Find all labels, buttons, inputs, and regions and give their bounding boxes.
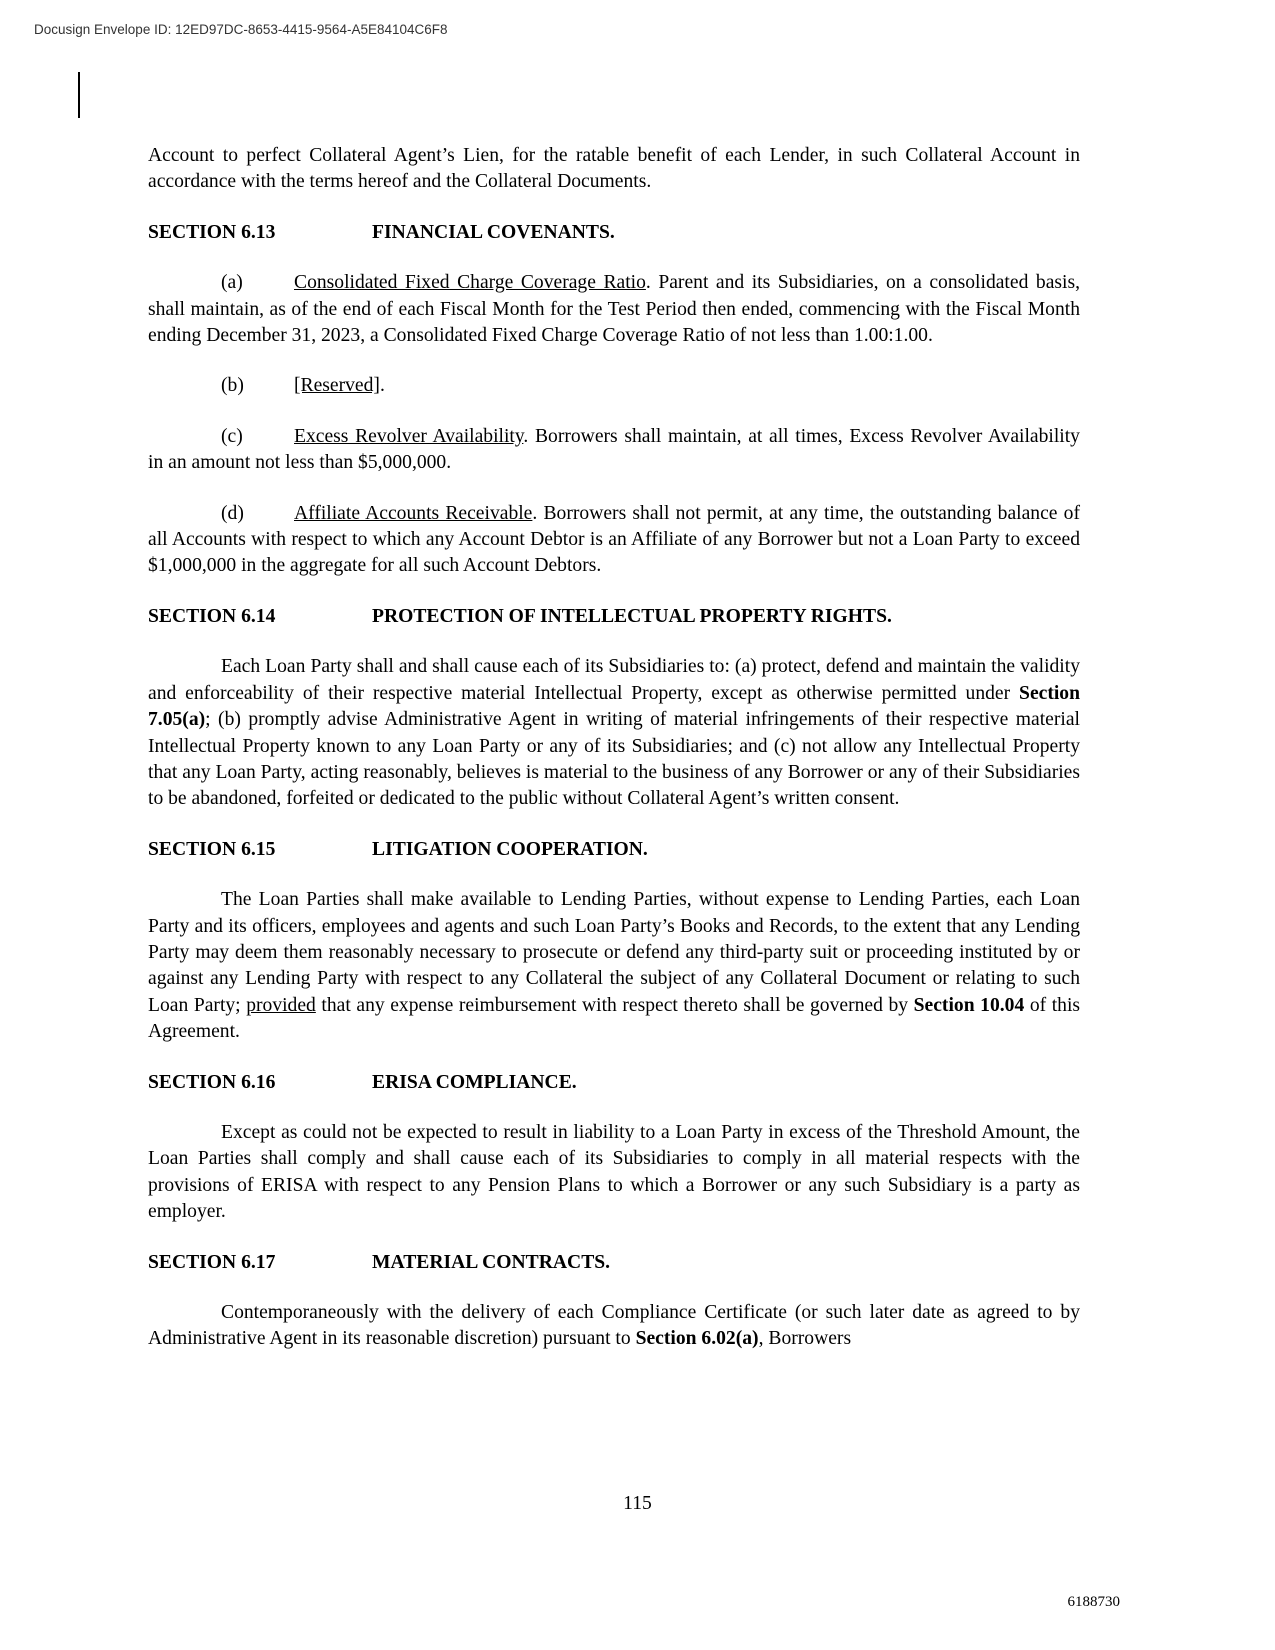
- paragraph-text: Contemporaneously with the delivery of each Compliance Certificate (or such later date as agreed to by Administrative Agent in its reasonable discretion) pursuant to: [148, 1302, 1080, 1350]
- section-number: SECTION 6.16: [148, 1071, 276, 1093]
- provided-term: provided: [246, 994, 316, 1016]
- clause-label: (c): [221, 425, 243, 447]
- section-6-14-paragraph: [148, 654, 1080, 812]
- clause-title: Excess Revolver Availability: [294, 425, 524, 447]
- section-reference: Section 6.02(a): [635, 1328, 759, 1350]
- clause-title: Affiliate Accounts Receivable: [294, 502, 533, 524]
- clause-text: . Borrowers shall not permit, at any time, the outstanding balance of all Accounts with respect to which any Account Debtor is an Affiliate of any Borrower but not a Loan Party to exceed $1,000,000 in the aggregate for all such Account Debtors.: [148, 502, 1080, 577]
- section-6-15-heading: [148, 837, 1080, 863]
- clause-title: Consolidated Fixed Charge Coverage Ratio: [294, 272, 646, 294]
- section-title: LITIGATION COOPERATION.: [372, 838, 648, 860]
- paragraph-text: The Loan Parties shall make available to Lending Parties, without expense to Lending Parties, each Loan Party and its officers, employees and agents and such Loan Party’s Books and Records, to the extent that any Lending Party may deem them reasonably necessary to prosecute or defend any third-party suit or proceeding instituted by or against any Lending Party with respect to any Collateral the subject of any Collateral Document or relating to such Loan Party;: [148, 889, 1080, 1016]
- section-number: SECTION 6.15: [148, 838, 276, 860]
- paragraph-text: ; (b) promptly advise Administrative Agent in writing of material infringements of their respective material Intellectual Property known to any Loan Party or any of its Subsidiaries; and (c) not allow any Intellectual Property that any Loan Party, acting reasonably, believes is material to the business of any Borrower or any of their Subsidiaries to be abandoned, forfeited or dedicated to the public without Collateral Agent’s written consent.: [148, 709, 1080, 810]
- document-id: 6188730: [1067, 1594, 1120, 1610]
- clause-6-13-d: [148, 501, 1080, 580]
- section-number: SECTION 6.13: [148, 221, 276, 243]
- revision-change-bar: [78, 72, 80, 118]
- paragraph-text: , Borrowers: [758, 1328, 852, 1350]
- section-6-14-heading: [148, 604, 1080, 630]
- clause-label: (a): [221, 272, 243, 294]
- section-title: FINANCIAL COVENANTS.: [372, 221, 615, 243]
- clause-label: (d): [221, 502, 244, 524]
- clause-6-13-c: [148, 424, 1080, 477]
- section-number: SECTION 6.17: [148, 1251, 276, 1273]
- clause-label: (b): [221, 375, 244, 397]
- page-number: 115: [623, 1493, 652, 1514]
- paragraph-text: Each Loan Party shall and shall cause each of its Subsidiaries to: (a) protect, defend and maintain the validity and enforceability of their respective material Intellectual Property, except as otherwise permitted under: [148, 656, 1080, 704]
- clause-title: [Reserved]: [294, 375, 380, 397]
- section-title: PROTECTION OF INTELLECTUAL PROPERTY RIGHTS.: [372, 605, 892, 627]
- document-body: [148, 143, 1080, 1377]
- clause-text: . Borrowers shall maintain, at all times, Excess Revolver Availability in an amount not less than $5,000,000.: [148, 425, 1080, 474]
- clause-6-13-a: [148, 270, 1080, 349]
- clause-text: .: [379, 375, 385, 397]
- section-6-13-heading: [148, 220, 1080, 246]
- paragraph-text: that any expense reimbursement with respect thereto shall be governed by: [315, 994, 914, 1016]
- section-6-17-heading: [148, 1250, 1080, 1276]
- section-number: SECTION 6.14: [148, 605, 276, 627]
- section-title: MATERIAL CONTRACTS.: [372, 1251, 611, 1273]
- continuation-paragraph: Account to perfect Collateral Agent’s Lien, for the ratable benefit of each Lender, in such Collateral Account in accordance with the terms hereof and the Collateral Documents.: [148, 145, 1080, 193]
- section-6-16-heading: [148, 1070, 1080, 1096]
- section-6-15-paragraph: [148, 887, 1080, 1045]
- clause-text: . Parent and its Subsidiaries, on a consolidated basis, shall maintain, as of the end of each Fiscal Month for the Test Period then ended, commencing with the Fiscal Month ending December 31, 2023, a Consolidated Fixed Charge Coverage Ratio of not less than 1.00:1.00.: [148, 272, 1080, 347]
- docusign-envelope-id: Docusign Envelope ID: 12ED97DC-8653-4415-9564-A5E84104C6F8: [34, 22, 448, 37]
- section-title: ERISA COMPLIANCE.: [372, 1071, 577, 1093]
- section-reference: Section 7.05(a): [148, 682, 1080, 731]
- clause-6-13-b: [148, 373, 1080, 399]
- section-reference: Section 10.04: [913, 994, 1025, 1016]
- section-6-16-paragraph: Except as could not be expected to result in liability to a Loan Party in excess of the Threshold Amount, the Loan Parties shall comply and shall cause each of its Subsidiaries to comply in all material respects with the provisions of ERISA with respect to any Pension Plans to which a Borrower or any such Subsidiary is a party as employer.: [148, 1121, 1080, 1223]
- section-6-17-paragraph: [148, 1300, 1080, 1353]
- paragraph-text: of this Agreement.: [148, 994, 1081, 1043]
